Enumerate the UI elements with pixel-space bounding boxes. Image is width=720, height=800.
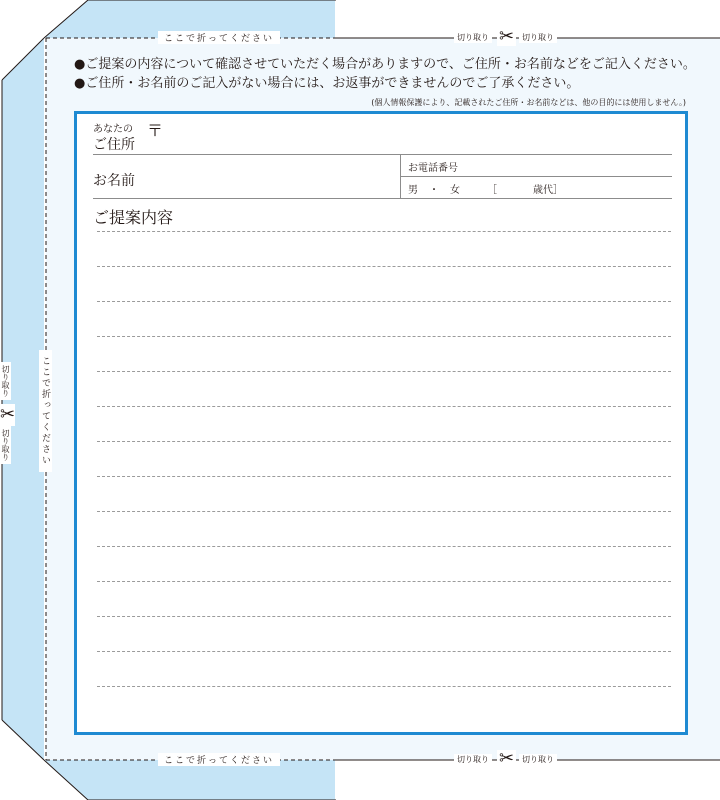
gender-separator: ・ <box>429 185 439 196</box>
phone-field[interactable] <box>477 156 667 176</box>
age-suffix: 歳代］ <box>533 185 563 196</box>
writing-line <box>97 511 671 512</box>
age-bracket-open: ［ <box>487 185 497 196</box>
cut-label-bottom-left: 切り取り <box>454 754 492 765</box>
address-field[interactable] <box>167 118 667 152</box>
cut-label-left-upper: 切り取り <box>0 362 11 400</box>
scissors-icon: ✂ <box>0 404 16 425</box>
writing-line <box>97 336 671 337</box>
writing-line <box>97 441 671 442</box>
writing-line <box>97 616 671 617</box>
writing-line <box>97 476 671 477</box>
writing-line <box>97 301 671 302</box>
cut-label-top-left: 切り取り <box>454 32 492 43</box>
postal-mark: 〒 <box>147 121 164 140</box>
address-divider <box>93 154 672 155</box>
writing-line <box>97 406 671 407</box>
proposal-textarea[interactable] <box>93 226 672 696</box>
cut-label-top-right: 切り取り <box>519 32 557 43</box>
writing-line <box>97 546 671 547</box>
phone-label: お電話番号 <box>408 163 458 174</box>
proposal-label: ご提案内容 <box>93 208 174 227</box>
writing-line <box>97 581 671 582</box>
bottom-flap <box>44 760 335 800</box>
cut-label-bottom-right: 切り取り <box>519 754 557 765</box>
writing-line <box>97 231 671 232</box>
gender-male-option[interactable]: 男 <box>408 185 418 196</box>
privacy-note: (個人情報保護により、記載されたご住所・お名前などは、他の目的には使用しません。) <box>371 98 686 107</box>
writing-line <box>97 371 671 372</box>
name-label: お名前 <box>93 173 135 189</box>
scissors-icon: ✂ <box>499 748 515 769</box>
name-row-divider <box>93 198 672 199</box>
instruction-line-2: ●ご住所・お名前のご記入がない場合には、お返事ができませんのでご了承ください。 <box>74 76 580 91</box>
writing-line <box>97 266 671 267</box>
fold-label-top: ここで折ってください <box>158 31 280 44</box>
instruction-line-1: ●ご提案の内容について確認させていただく場合がありますので、ご住所・お名前などをご記入ください。 <box>74 57 696 72</box>
fold-label-bottom: ここで折ってください <box>158 753 280 766</box>
scissors-icon: ✂ <box>499 26 515 47</box>
writing-line <box>97 686 671 687</box>
address-label-prefix: あなたの <box>93 124 133 135</box>
phone-divider <box>400 176 672 177</box>
cut-label-left-lower: 切り取り <box>0 426 11 464</box>
fold-label-left: ここで折ってください <box>39 350 52 472</box>
gender-female-option[interactable]: 女 <box>450 185 460 196</box>
address-label: ご住所 <box>93 137 135 153</box>
name-field[interactable] <box>157 158 397 198</box>
proposal-form <box>74 111 688 735</box>
writing-line <box>97 651 671 652</box>
